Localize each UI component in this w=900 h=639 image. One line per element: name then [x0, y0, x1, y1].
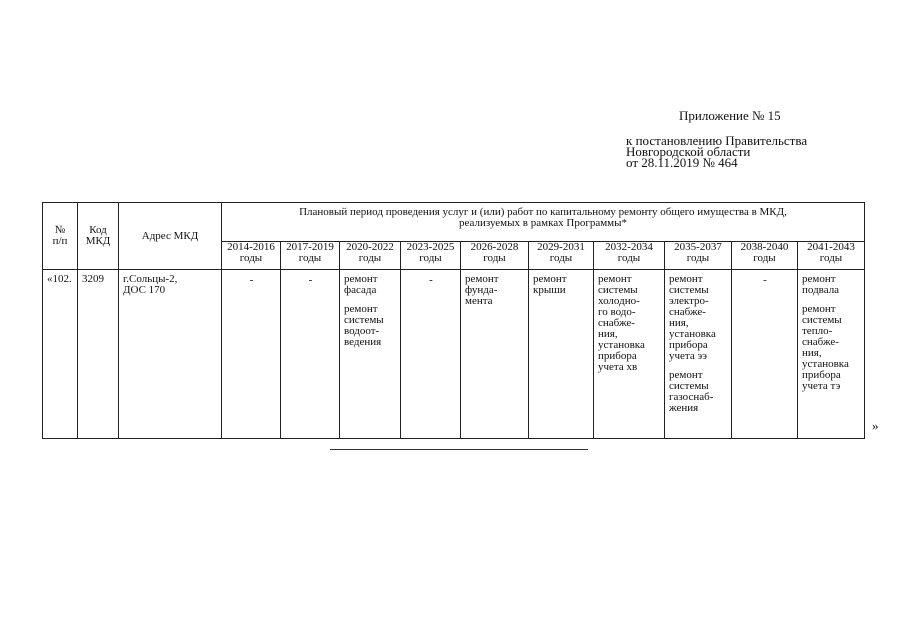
header-num: № п/п	[43, 203, 78, 270]
header-plan-title: Плановый период проведения услуг и (или) работ по капитальному ремонту общего имущества в МКД, реализуемых в рамках Программы*	[222, 203, 865, 242]
work-item-line: мента	[465, 295, 493, 307]
work-item-line: ремонт	[598, 273, 632, 285]
work-item-line: ремонт	[465, 273, 499, 285]
work-item-line: учета хв	[598, 361, 638, 373]
repair-plan-table	[42, 202, 865, 439]
work-item-line: го водо-	[598, 306, 636, 318]
work-item-line: учета тэ	[802, 380, 841, 392]
cell-period-3	[340, 270, 401, 439]
work-item-line: снабже-	[669, 306, 706, 318]
work-item-line: подвала	[802, 284, 840, 296]
work-item-line: газоснаб-	[669, 391, 714, 403]
period-header: 2041-2043 годы	[798, 242, 865, 270]
work-item-line: ремонт	[802, 303, 836, 315]
header-code: Код МКД	[78, 203, 119, 270]
cell-period-8	[665, 270, 732, 439]
appendix-title: Приложение № 15	[679, 108, 781, 123]
work-item	[669, 274, 728, 362]
work-item-line: ведения	[344, 336, 382, 348]
period-header: 2032-2034 годы	[594, 242, 665, 270]
work-item	[344, 274, 397, 296]
work-item-line: снабже-	[598, 317, 635, 329]
cell-period-9: -	[732, 270, 798, 439]
period-header: 2023-2025 годы	[401, 242, 461, 270]
table-row	[43, 270, 865, 439]
cell-code: 3209	[78, 270, 119, 439]
header-line: к постановлению Правительства	[626, 133, 808, 148]
work-item-line: ния,	[802, 347, 822, 359]
work-item-line: фасада	[344, 284, 377, 296]
work-item	[465, 274, 525, 307]
work-item-line: ремонт	[344, 303, 378, 315]
cell-address: г.Сольцы-2, ДОС 170	[119, 270, 222, 439]
period-header: 2017-2019 годы	[281, 242, 340, 270]
cell-period-2: -	[281, 270, 340, 439]
work-item-line: учета ээ	[669, 350, 707, 362]
work-item-line: тепло-	[802, 325, 833, 337]
work-item-line: установка	[669, 328, 716, 340]
work-item	[802, 304, 861, 392]
cell-period-5	[461, 270, 529, 439]
work-item-line: системы	[344, 314, 384, 326]
work-item-line: снабже-	[802, 336, 839, 348]
work-item-line: ния,	[598, 328, 618, 340]
period-header: 2038-2040 годы	[732, 242, 798, 270]
work-item-line: системы	[802, 314, 842, 326]
work-item-line: установка	[598, 339, 645, 351]
work-item	[344, 304, 397, 348]
work-item-line: ремонт	[802, 273, 836, 285]
cell-period-1: -	[222, 270, 281, 439]
work-item-line: прибора	[669, 339, 708, 351]
work-item-line: системы	[669, 284, 709, 296]
period-header: 2026-2028 годы	[461, 242, 529, 270]
work-item-line: ремонт	[669, 369, 703, 381]
work-item-line: прибора	[802, 369, 841, 381]
work-item	[802, 274, 861, 296]
work-item-line: холодно-	[598, 295, 640, 307]
work-item	[533, 274, 590, 296]
cell-period-10	[798, 270, 865, 439]
period-header: 2014-2016 годы	[222, 242, 281, 270]
period-header: 2020-2022 годы	[340, 242, 401, 270]
work-item-line: прибора	[598, 350, 637, 362]
work-item-line: жения	[669, 402, 699, 414]
cell-num: «102.	[43, 270, 78, 439]
work-item-line: водоот-	[344, 325, 380, 337]
work-item	[669, 370, 728, 414]
work-item	[598, 274, 661, 373]
header-line: Новгородской области	[626, 144, 751, 159]
work-item-line: электро-	[669, 295, 709, 307]
work-item-line: установка	[802, 358, 849, 370]
work-item-line: ремонт	[669, 273, 703, 285]
cell-period-6	[529, 270, 594, 439]
footer-rule	[330, 449, 588, 450]
cell-period-7	[594, 270, 665, 439]
document-header	[626, 110, 807, 168]
work-item-line: системы	[598, 284, 638, 296]
closing-quote: »	[872, 418, 879, 433]
period-header: 2029-2031 годы	[529, 242, 594, 270]
work-item-line: ния,	[669, 317, 689, 329]
work-item-line: ремонт	[533, 273, 567, 285]
work-item-line: фунда-	[465, 284, 498, 296]
header-line: от 28.11.2019 № 464	[626, 155, 738, 170]
work-item-line: системы	[669, 380, 709, 392]
header-address: Адрес МКД	[119, 203, 222, 270]
work-item-line: ремонт	[344, 273, 378, 285]
cell-period-4: -	[401, 270, 461, 439]
work-item-line: крыши	[533, 284, 566, 296]
period-header: 2035-2037 годы	[665, 242, 732, 270]
